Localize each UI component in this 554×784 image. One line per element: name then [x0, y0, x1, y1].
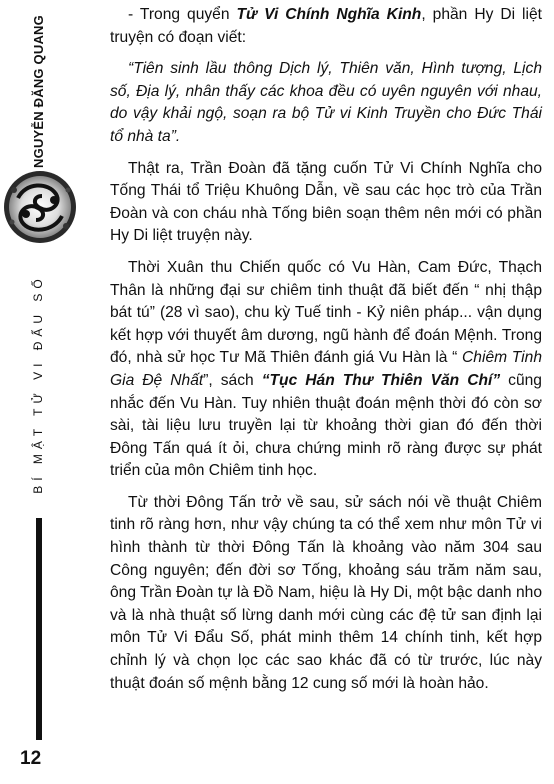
- author-name: [16, 6, 60, 176]
- paragraph-5: Từ thời Đông Tấn trở về sau, sử sách nói về thuật Chiêm tinh rõ ràng hơn, như vậy chúng ta có thể xem như môn Tử vi hình thành từ thời Đông Tấn là khoảng vào năm 304 sau Công nguyên; đến đời sơ Tống, khoảng sáu trăm năm sau, ông Trần Đoàn tự là Đồ Nam, hiệu là Hy Di, một bậc danh nho và là nhà thuật số lừng danh mới cùng các đệ tử san định lại môn Tử Vi Đẩu Số, phát minh thêm 14 chính tinh, kết hợp chỉnh lý và chọn lọc các sao khác đã có từ trước, lúc này thuật đoán số mệnh bằng 12 cung số mới là hoàn hảo.: [110, 493, 542, 692]
- series-label: BÍ MẬT TỬ VI ĐẨU SỐ: [31, 274, 45, 494]
- page-number: 12: [20, 748, 42, 769]
- ornament-emblem-icon: [0, 168, 80, 246]
- text-run: cũng nhắc đến Vu Hàn. Tuy nhiên thuật đoán mệnh thời đó còn sơ sài, tài liệu lưu truyền lại từ khoảng thời gian đó đến thời Đông Tấn quá ít ỏi, chưa chứng minh rõ ràng được sự phát triển của môn Chiêm tinh học.: [110, 371, 542, 480]
- paragraph-2-quote: “Tiên sinh lầu thông Dịch lý, Thiên văn, Hình tượng, Lịch số, Địa lý, nhân thấy các khoa đều có uyên nguyên với nhau, do vậy khải ngộ, soạn ra bộ Tử vi Kinh Truyền cho Đức Thái tổ nhà ta”.: [110, 60, 542, 145]
- paragraph-4: [110, 257, 542, 483]
- text-run: - Trong quyển: [128, 6, 237, 23]
- sidebar: [0, 0, 84, 784]
- text-run: , phần Hy Di liệt truyện có đoạn viết:: [110, 6, 542, 46]
- body-text: [110, 4, 542, 704]
- text-run: ”, sách: [203, 371, 262, 389]
- author-label: NGUYỄN ĐĂNG QUANG: [30, 14, 46, 168]
- book-series-title: [16, 254, 60, 514]
- text-run: Thời Xuân thu Chiến quốc có Vu Hàn, Cam Đức, Thạch Thân là những đại sư chiêm tinh thuật đã biết đến “ nhị thập bát tú” (28 vì sao), chu kỳ Tuế tinh - Kỷ niên pháp... vận dụng kết hợp với thuyết âm dương, ngũ hành để đoán Mệnh. Trong đó, nhà sử học Tư Mã Thiên đánh giá Vu Hàn là “: [110, 258, 542, 367]
- emphasis-title: Chiêm Tinh Gia Đệ Nhất: [110, 349, 542, 389]
- book-title: “Tục Hán Thư Thiên Văn Chí”: [261, 371, 501, 389]
- book-title: Tử Vi Chính Nghĩa Kinh: [236, 6, 422, 23]
- paragraph-1: [110, 4, 542, 49]
- decorative-bar: [36, 518, 42, 740]
- paragraph-3: Thật ra, Trần Đoàn đã tặng cuốn Tử Vi Chính Nghĩa cho Tống Thái tổ Triệu Khuông Dẫn, về sau các học trò của Trần Đoàn và con cháu nhà Tống biên soạn thêm nên mới có phần Hy Di liệt truyện này.: [110, 159, 542, 245]
